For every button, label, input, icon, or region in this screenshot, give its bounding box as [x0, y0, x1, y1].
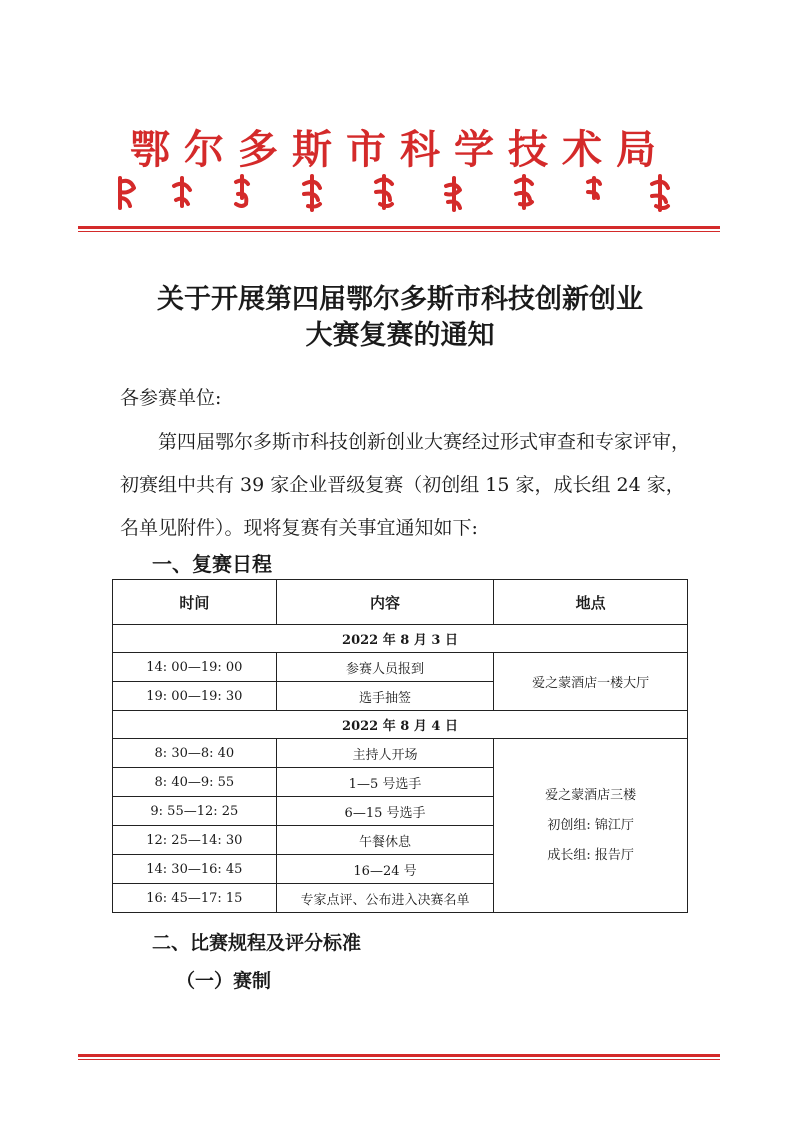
location-cell: 爱之蒙酒店一楼大厅 [494, 653, 688, 711]
footer-rule [78, 1054, 720, 1057]
location-line: 初创组: 锦江厅 [547, 817, 634, 833]
content-cell: 专家点评、公布进入决赛名单 [276, 884, 494, 913]
time-cell: 9: 55—12: 25 [113, 797, 277, 826]
location-line: 爱之蒙酒店三楼 [545, 787, 637, 803]
section-heading-rules: 二、比赛规程及评分标准 [152, 932, 362, 954]
section-heading-schedule: 一、复赛日程 [152, 552, 272, 576]
intro-paragraph [120, 421, 690, 550]
content-cell: 参赛人员报到 [276, 653, 494, 682]
column-header-location: 地点 [494, 580, 688, 625]
content-cell: 1—5 号选手 [276, 768, 494, 797]
time-cell: 14: 00—19: 00 [113, 653, 277, 682]
time-cell: 8: 30—8: 40 [113, 739, 277, 768]
subsection-heading-format: （一）赛制 [176, 970, 272, 992]
mongolian-script-letterhead [112, 168, 682, 216]
document-title-line1: 关于开展第四届鄂尔多斯市科技创新创业 [157, 284, 643, 315]
schedule-table [112, 579, 688, 913]
location-cell [494, 739, 688, 913]
column-header-time: 时间 [113, 580, 277, 625]
date-row [113, 711, 688, 739]
intro-paragraph-text: 第四届鄂尔多斯市科技创新创业大赛经过形式审查和专家评审，初赛组中共有 39 家企业晋级复赛（初创组 15 家，成长组 24 家，名单见附件）。现将复赛有关事宜通知如下: [120, 431, 691, 539]
document-title-line2: 大赛复赛的通知 [305, 320, 495, 351]
date-cell: 2022 年 8 月 3 日 [113, 625, 688, 653]
table-row [113, 653, 688, 682]
content-cell: 16—24 号 [276, 855, 494, 884]
time-cell: 16: 45—17: 15 [113, 884, 277, 913]
letterhead-rule-thin [78, 231, 720, 232]
location-line: 成长组: 报告厅 [547, 847, 634, 863]
time-cell: 19: 00—19: 30 [113, 682, 277, 711]
content-cell: 午餐休息 [276, 826, 494, 855]
table-row [113, 739, 688, 768]
table-header-row [113, 580, 688, 625]
footer-rule-thin [78, 1059, 720, 1060]
time-cell: 8: 40—9: 55 [113, 768, 277, 797]
time-cell: 12: 25—14: 30 [113, 826, 277, 855]
date-cell: 2022 年 8 月 4 日 [113, 711, 688, 739]
letterhead-org-name: 鄂尔多斯市科学技术局 [130, 126, 670, 173]
time-cell: 14: 30—16: 45 [113, 855, 277, 884]
content-cell: 6—15 号选手 [276, 797, 494, 826]
column-header-content: 内容 [276, 580, 494, 625]
content-cell: 主持人开场 [276, 739, 494, 768]
greeting: 各参赛单位: [120, 387, 222, 409]
date-row [113, 625, 688, 653]
content-cell: 选手抽签 [276, 682, 494, 711]
document-title [0, 282, 800, 354]
letterhead-rule [78, 226, 720, 229]
